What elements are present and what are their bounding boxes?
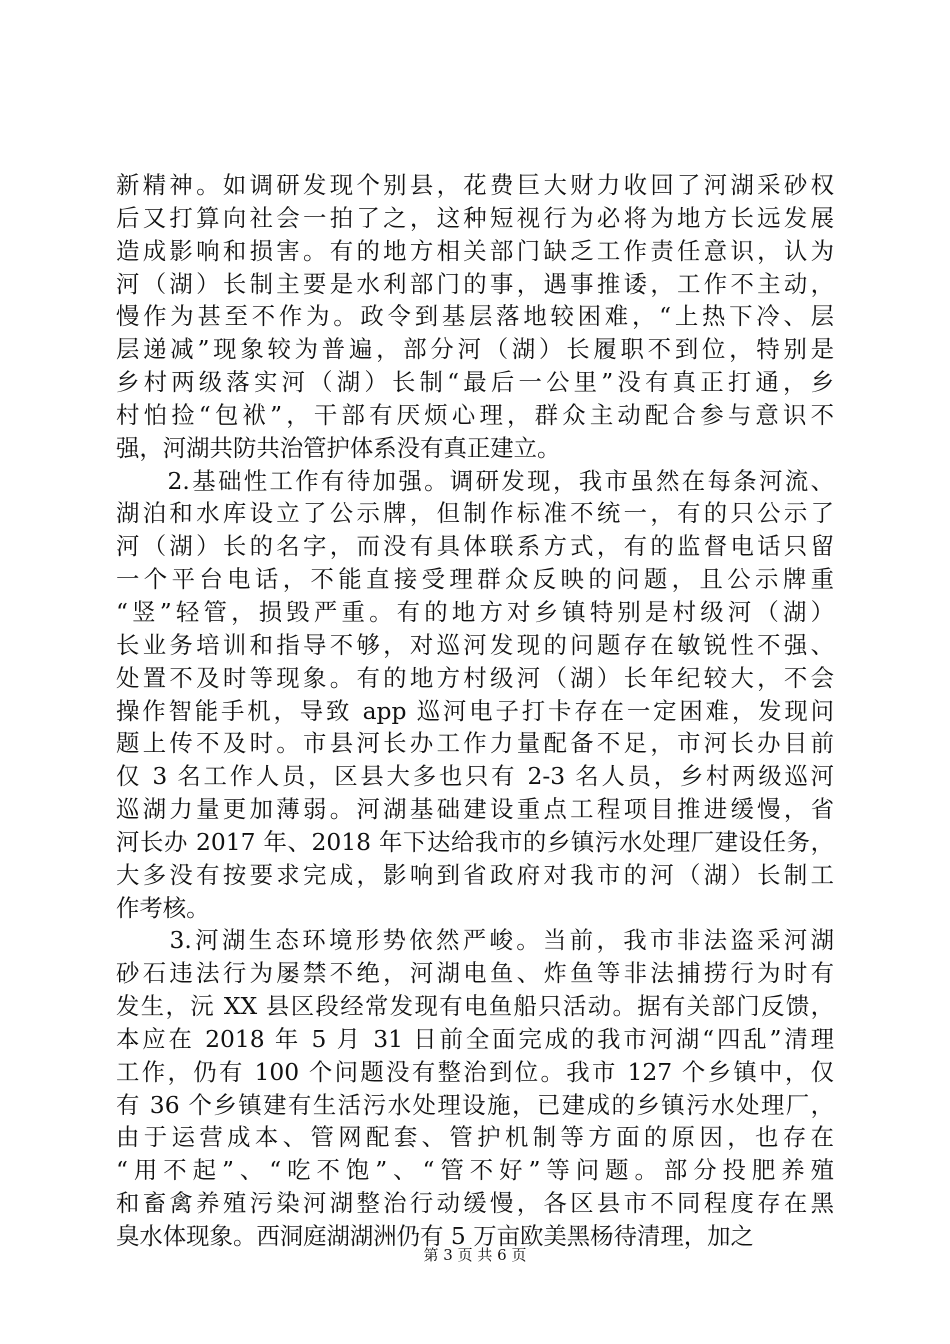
text-line: 仅 3 名工作人员，区县大多也只有 2-3 名人员，乡村两级巡河: [116, 762, 834, 791]
text-line: 造成影响和损害。有的地方相关部门缺乏工作责任意识，认为: [116, 236, 834, 265]
text-line: 后又打算向社会一拍了之，这种短视行为必将为地方长远发展: [116, 203, 834, 232]
text-line: 题上传不及时。市县河长办工作力量配备不足，市河长办目前: [116, 729, 834, 758]
text-line: 新精神。如调研发现个别县，花费巨大财力收回了河湖采砂权: [116, 171, 834, 199]
text-line: 巡湖力量更加薄弱。河湖基础建设重点工程项目推进缓慢，省: [116, 795, 834, 824]
text-line: 河（湖）长制主要是水利部门的事，遇事推诿，工作不主动，: [116, 269, 834, 298]
text-line: 操作智能手机，导致 app 巡河电子打卡存在一定困难，发现问: [116, 696, 834, 725]
text-line: 发生，沅 XX 县区段经常发现有电鱼船只活动。据有关部门反馈，: [116, 992, 834, 1021]
text-line: 一个平台电话，不能直接受理群众反映的问题，且公示牌重: [116, 565, 834, 594]
text-line: 村怕捡“包袱”，干部有厌烦心理，群众主动配合参与意识不: [116, 400, 834, 429]
text-line: 大多没有按要求完成，影响到省政府对我市的河（湖）长制工: [116, 860, 834, 889]
text-line: 砂石违法行为屡禁不绝，河湖电鱼、炸鱼等非法捕捞行为时有: [116, 959, 834, 988]
text-line: 乡村两级落实河（湖）长制“最后一公里”没有真正打通，乡: [116, 368, 834, 397]
text-line: 强，河湖共防共治管护体系没有真正建立。: [116, 433, 561, 462]
text-line: 本应在 2018 年 5 月 31 日前全面完成的我市河湖“四乱”清理: [116, 1024, 834, 1053]
text-line: 湖泊和水库设立了公示牌，但制作标准不统一，有的只公示了: [116, 499, 834, 528]
text-line: 处置不及时等现象。有的地方村级河（湖）长年纪较大，不会: [116, 663, 834, 692]
text-line: 层递减”现象较为普遍，部分河（湖）长履职不到位，特别是: [116, 335, 834, 364]
text-line: 长业务培训和指导不够，对巡河发现的问题存在敏锐性不强、: [116, 630, 834, 659]
text-line: 由于运营成本、管网配套、管护机制等方面的原因，也存在: [116, 1123, 834, 1152]
text-line: 臭水体现象。西洞庭湖湖洲仍有 5 万亩欧美黑杨待清理，加之: [116, 1222, 754, 1250]
text-line: 河长办 2017 年、2018 年下达给我市的乡镇污水处理厂建设任务，: [116, 827, 834, 856]
text-line: 3.河湖生态环境形势依然严峻。当前，我市非法盗采河湖: [116, 926, 834, 955]
text-line: 慢作为甚至不作为。政令到基层落地较困难，“上热下冷、层: [116, 302, 834, 331]
text-line: “用不起”、“吃不饱”、“管不好”等问题。部分投肥养殖: [116, 1156, 834, 1185]
text-line: “竖”轻管，损毁严重。有的地方对乡镇特别是村级河（湖）: [116, 597, 834, 626]
text-line: 作考核。: [116, 893, 210, 922]
text-line: 2.基础性工作有待加强。调研发现，我市虽然在每条河流、: [116, 466, 834, 495]
document-body: [116, 169, 834, 1253]
page-footer: 第 3 页 共 6 页: [423, 1246, 527, 1264]
text-line: 有 36 个乡镇建有生活污水处理设施，已建成的乡镇污水处理厂，: [116, 1090, 834, 1119]
text-line: 和畜禽养殖污染河湖整治行动缓慢，各区县市不同程度存在黑: [116, 1189, 834, 1218]
text-line: 河（湖）长的名字，而没有具体联系方式，有的监督电话只留: [116, 532, 834, 561]
text-line: 工作，仍有 100 个问题没有整治到位。我市 127 个乡镇中，仅: [116, 1057, 834, 1086]
